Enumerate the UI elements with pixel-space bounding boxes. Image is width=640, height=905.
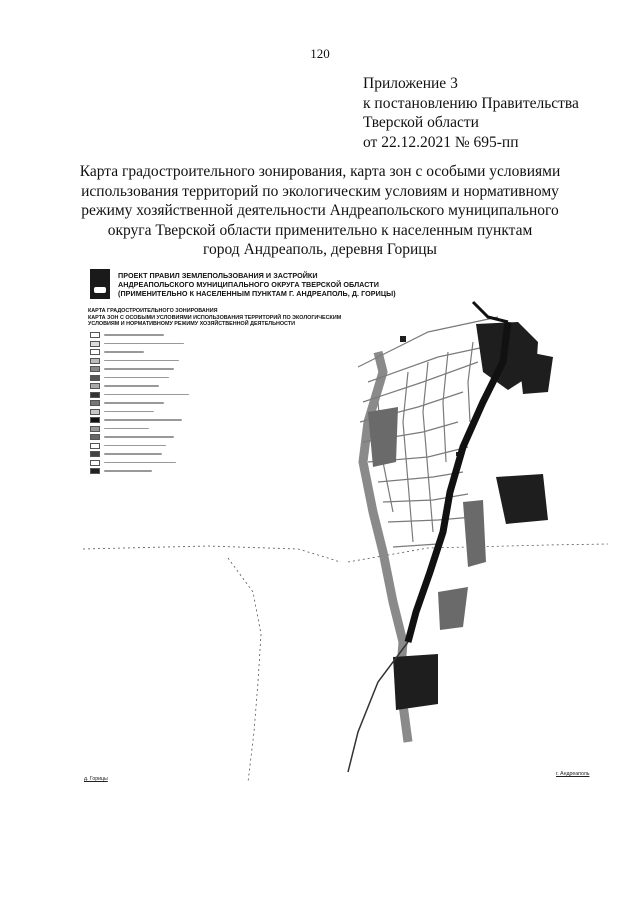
project-title-line: АНДРЕАПОЛЬСКОГО МУНИЦИПАЛЬНОГО ОКРУГА ТВЕРСКОЙ ОБЛАСТИ <box>118 280 379 289</box>
map-logo <box>90 269 110 299</box>
legend-swatch <box>90 375 100 381</box>
title-line: город Андреаполь, деревня Горицы <box>203 241 437 258</box>
legend-row <box>90 434 210 440</box>
legend-row <box>90 426 210 432</box>
legend-row <box>90 375 210 381</box>
map-heading <box>88 308 341 328</box>
appendix-line: от 22.12.2021 № 695-пп <box>363 133 519 151</box>
legend-row <box>90 358 210 364</box>
legend-row <box>90 451 210 457</box>
place-label-andreapol: г. Андреаполь <box>556 771 590 777</box>
appendix-line: Тверской области <box>363 114 479 131</box>
map-project-title <box>118 271 396 298</box>
legend-swatch <box>90 392 100 398</box>
legend-row <box>90 332 210 338</box>
legend-swatch <box>90 443 100 449</box>
map-legend <box>90 332 210 477</box>
legend-swatch <box>90 417 100 423</box>
legend-row <box>90 409 210 415</box>
legend-row <box>90 383 210 389</box>
legend-swatch <box>90 366 100 372</box>
legend-swatch <box>90 426 100 432</box>
title-line: Карта градостроительного зонирования, карта зон с особыми условиями <box>79 163 561 180</box>
document-title <box>70 162 570 260</box>
legend-swatch <box>90 434 100 440</box>
legend-row <box>90 443 210 449</box>
legend-row <box>90 460 210 466</box>
project-title-line: ПРОЕКТ ПРАВИЛ ЗЕМЛЕПОЛЬЗОВАНИЯ И ЗАСТРОЙКИ <box>118 271 318 280</box>
place-label-goritsy: д. Горицы <box>84 776 108 782</box>
map-heading-line: УСЛОВИЯМ И НОРМАТИВНОМУ РЕЖИМУ ХОЗЯЙСТВЕННОЙ ДЕЯТЕЛЬНОСТИ <box>88 321 295 328</box>
legend-row <box>90 349 210 355</box>
legend-swatch <box>90 409 100 415</box>
legend-row <box>90 468 210 474</box>
legend-swatch <box>90 383 100 389</box>
legend-swatch <box>90 358 100 364</box>
appendix-line: к постановлению Правительства <box>363 94 579 112</box>
project-title-line: (ПРИМЕНИТЕЛЬНО К НАСЕЛЕННЫМ ПУНКТАМ Г. АНДРЕАПОЛЬ, Д. ГОРИЦЫ) <box>118 289 396 298</box>
appendix-block <box>363 74 579 152</box>
legend-swatch <box>90 451 100 457</box>
legend-row <box>90 392 210 398</box>
map-heading-line: КАРТА ЗОН С ОСОБЫМИ УСЛОВИЯМИ ИСПОЛЬЗОВАНИЯ ТЕРРИТОРИЙ ПО ЭКОЛОГИЧЕСКИМ <box>88 314 342 321</box>
zoning-map-sheet <box>78 262 618 787</box>
title-line: округа Тверской области применительно к населенным пунктам <box>107 221 533 239</box>
legend-swatch <box>90 468 100 474</box>
title-line: использования территорий по экологическим условиям и нормативному <box>81 182 559 200</box>
legend-swatch <box>90 349 100 355</box>
legend-row <box>90 366 210 372</box>
map-heading-line: КАРТА ГРАДОСТРОИТЕЛЬНОГО ЗОНИРОВАНИЯ <box>88 308 218 314</box>
legend-row <box>90 341 210 347</box>
legend-swatch <box>90 332 100 338</box>
legend-swatch <box>90 460 100 466</box>
legend-row <box>90 400 210 406</box>
appendix-line: Приложение 3 <box>363 75 458 92</box>
legend-row <box>90 417 210 423</box>
page-number: 120 <box>310 46 330 61</box>
title-line: режиму хозяйственной деятельности Андреапольского муниципального <box>81 202 559 219</box>
legend-swatch <box>90 341 100 347</box>
legend-swatch <box>90 400 100 406</box>
